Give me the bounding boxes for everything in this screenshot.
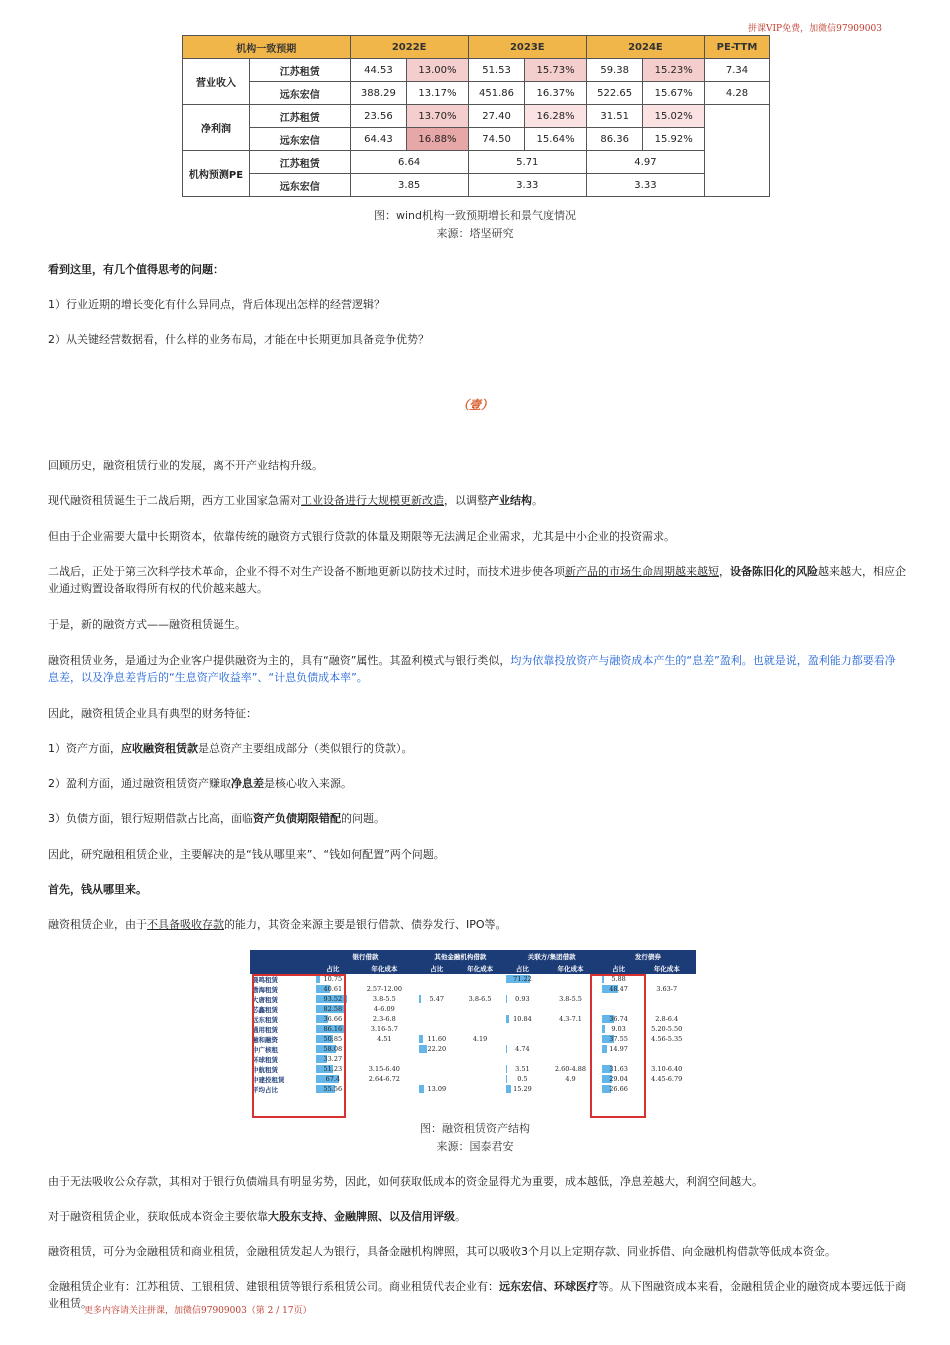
sub-header: 占比 <box>504 962 542 974</box>
table-cell: 2.57-12.00 <box>366 985 402 993</box>
table-cell <box>504 1004 542 1014</box>
company-name: 中航租赁 <box>252 1065 278 1074</box>
paragraph: 回顾历史，融资租赁行业的发展，离不开产业结构升级。 <box>48 459 323 472</box>
table-cell: 15.73% <box>525 59 587 82</box>
paragraph: 融资租赁业务，是通过为企业客户提供融资为主的，具有“融资”属性。其盈利模式与银行类似，均为依靠投放资产与融资成本产生的“息差”盈利。也就是说，盈利能力都要看净息差，以及净息差背后的“生息资产收益率”、“计息负债成本率”。 <box>48 654 896 684</box>
table-cell: 6.64 <box>350 151 468 174</box>
row-label: 营业收入 <box>183 59 250 105</box>
company-name: 远东租赁 <box>252 1015 278 1024</box>
table-cell: 3.63-7 <box>656 985 678 993</box>
share-value: 31.63 <box>609 1065 628 1073</box>
table-cell <box>504 984 542 994</box>
table-cell: 44.53 <box>350 59 407 82</box>
table-cell <box>637 1004 696 1014</box>
table-cell <box>457 1024 504 1034</box>
share-value: 86.16 <box>323 1025 343 1033</box>
table-cell <box>637 974 696 984</box>
table-cell <box>504 1024 542 1034</box>
paragraph: 融资租赁企业，由于不具备吸收存款的能力，其资金来源主要是银行借款、债券发行、IPO等。 <box>48 918 507 931</box>
table-cell: 74.50 <box>468 128 525 151</box>
company-name: 江苏租赁 <box>250 59 351 82</box>
group-header: 关联方/集团借款 <box>504 950 600 962</box>
share-value: 5.88 <box>611 975 626 983</box>
table-cell: 3.16-5.7 <box>370 1025 398 1033</box>
share-value: 5.47 <box>429 995 445 1003</box>
share-value: 26.66 <box>609 1085 628 1093</box>
table-cell <box>417 1064 457 1074</box>
table-cell: 3.8-5.5 <box>372 995 396 1003</box>
table-cell <box>417 994 457 1004</box>
share-bar-fill <box>506 1045 508 1053</box>
paragraph: 首先，钱从哪里来。 <box>48 883 147 896</box>
sub-header: 占比 <box>600 962 638 974</box>
table-cell: 64.43 <box>350 128 407 151</box>
table-cell <box>504 1084 542 1094</box>
share-bar <box>419 1085 455 1093</box>
paragraph: 但由于企业需要大量中长期资本，依靠传统的融资方式银行贷款的体量及期限等无法满足企业需求，尤其是中小企业的投资需求。 <box>48 530 675 543</box>
paragraph: 对于融资租赁企业，获取低成本资金主要依靠大股东支持、金融牌照、以及信用评级。 <box>48 1210 466 1223</box>
share-bar-fill <box>419 1085 424 1093</box>
table-cell: 15.02% <box>643 105 705 128</box>
table-cell: 15.92% <box>643 128 705 151</box>
table-cell <box>352 1044 417 1054</box>
sub-header: 年化成本 <box>352 962 417 974</box>
table-cell <box>457 1044 504 1054</box>
share-value: 93.52 <box>323 995 343 1003</box>
share-bar-fill <box>419 995 421 1003</box>
question-title: 看到这里，有几个值得思考的问题： <box>48 263 224 276</box>
share-value: 10.75 <box>323 975 343 983</box>
table-cell: 15.67% <box>643 82 705 105</box>
share-value: 36.74 <box>609 1015 628 1023</box>
company-name: 通用租赁 <box>252 1025 278 1034</box>
highlight-box <box>252 974 346 1118</box>
table-cell: 16.28% <box>525 105 587 128</box>
table-cell <box>504 1054 542 1064</box>
table-cell: 3.15-6.40 <box>368 1065 400 1073</box>
share-value: 36.66 <box>323 1015 343 1023</box>
table-cell: 13.70% <box>407 105 469 128</box>
table-cell <box>637 1044 696 1054</box>
table-cell <box>637 1084 696 1094</box>
table-cell: 27.40 <box>468 105 525 128</box>
share-value: 14.97 <box>609 1045 628 1053</box>
share-bar <box>506 1085 540 1093</box>
paragraph: 由于无法吸收公众存款，其相对于银行负债端具有明显劣势，因此，如何获取低成本的资金显得尤为重要，成本越低，净息差越大，利润空间越大。 <box>48 1175 763 1188</box>
table-cell <box>352 1054 417 1064</box>
share-value: 4.74 <box>515 1045 530 1053</box>
table-cell: 3.33 <box>468 174 586 197</box>
company-name: 中广核租 <box>252 1045 278 1054</box>
table-cell: 4.28 <box>705 82 770 105</box>
table-cell: 2.3-6.8 <box>372 1015 396 1023</box>
table-cell: 4.45-6.79 <box>651 1075 683 1083</box>
company-name: 远东宏信 <box>250 174 351 197</box>
table-cell: 5.71 <box>468 151 586 174</box>
share-value: 11.60 <box>427 1035 447 1043</box>
table-header: 2024E <box>586 36 704 59</box>
table-cell: 15.23% <box>643 59 705 82</box>
share-value: 29.04 <box>609 1075 628 1083</box>
company-name: 江苏租赁 <box>250 105 351 128</box>
table-cell <box>417 1084 457 1094</box>
figure-source: 来源：塔坚研究 <box>436 227 514 240</box>
table-cell: 3.85 <box>350 174 468 197</box>
table-cell: 3.8-6.5 <box>468 995 492 1003</box>
table-cell <box>417 1074 457 1084</box>
company-name: 渤海租赁 <box>252 985 278 994</box>
row-label: 机构预测PE <box>183 151 250 197</box>
company-name: 大唐租赁 <box>252 995 278 1004</box>
table-cell: 59.38 <box>586 59 643 82</box>
table-cell <box>504 974 542 984</box>
paragraph: 2）盈利方面，通过融资租赁资产赚取净息差是核心收入来源。 <box>48 777 352 790</box>
table-cell <box>457 1074 504 1084</box>
share-bar-fill <box>506 1015 510 1023</box>
share-value: 58.08 <box>323 1045 343 1053</box>
table-cell <box>417 974 457 984</box>
figure-caption: 图：融资租赁资产结构 <box>420 1122 530 1135</box>
table-cell <box>504 1044 542 1054</box>
company-name: 远东宏信 <box>250 128 351 151</box>
consensus-table <box>182 35 770 197</box>
share-bar-fill <box>419 1045 427 1053</box>
table-cell <box>504 1064 542 1074</box>
share-bar-fill <box>506 1065 507 1073</box>
company-name: 平均占比 <box>252 1085 278 1094</box>
figure-source: 来源：国泰君安 <box>436 1140 514 1153</box>
share-bar-fill <box>506 1085 511 1093</box>
paragraph: 二战后，正处于第三次科学技术革命，企业不得不对生产设备不断地更新以防技术过时，而技术进步使各项新产品的市场生命周期越来越短，设备陈旧化的风险越来越大，相应企业通过购置设备取得所有权的代价越来越大。 <box>48 565 906 595</box>
share-value: 48.47 <box>609 985 628 993</box>
company-name: 晨鸣租赁 <box>252 975 278 984</box>
company-name: 环球租赁 <box>252 1055 278 1064</box>
table-header: PE-TTM <box>705 36 770 59</box>
table-cell: 522.65 <box>586 82 643 105</box>
share-value: 50.85 <box>323 1035 343 1043</box>
share-value: 9.03 <box>611 1025 626 1033</box>
table-cell: 2.60-4.88 <box>554 1065 587 1073</box>
sub-header: 年化成本 <box>457 962 504 974</box>
table-cell <box>457 984 504 994</box>
table-cell: 451.86 <box>468 82 525 105</box>
company-name: 融和融资 <box>252 1035 278 1044</box>
table-cell <box>457 1084 504 1094</box>
share-value: 40.61 <box>323 985 343 993</box>
table-cell: 3.10-6.40 <box>651 1065 683 1073</box>
table-cell: 3.33 <box>586 174 704 197</box>
share-value: 0.93 <box>515 995 530 1003</box>
table-cell: 16.88% <box>407 128 469 151</box>
sub-header: 占比 <box>417 962 457 974</box>
table-cell: 2.64-6.72 <box>368 1075 400 1083</box>
question-2: 2）从关键经营数据看，什么样的业务布局，才能在中长期更加具备竞争优势？ <box>48 333 429 346</box>
table-cell: 2.8-6.4 <box>655 1015 679 1023</box>
table-cell <box>457 974 504 984</box>
header-note: 拼课VIP免费，加微信97909003 <box>748 24 882 34</box>
table-cell <box>457 1004 504 1014</box>
share-bar <box>506 1045 540 1053</box>
section-title: （壹） <box>456 398 493 412</box>
table-header: 2022E <box>350 36 468 59</box>
table-cell: 4.9 <box>565 1075 576 1083</box>
table-cell <box>417 1024 457 1034</box>
table-cell: 3.8-5.5 <box>559 995 582 1003</box>
sub-header: 年化成本 <box>541 962 600 974</box>
company-name: 远东宏信 <box>250 82 351 105</box>
table-cell <box>352 974 417 984</box>
table-cell: 16.37% <box>525 82 587 105</box>
table-cell: 4.3-7.1 <box>559 1015 582 1023</box>
table-cell <box>705 105 770 197</box>
share-value: 67.4 <box>325 1075 341 1083</box>
paragraph: 于是，新的融资方式——融资租赁诞生。 <box>48 618 246 631</box>
table-cell: 15.64% <box>525 128 587 151</box>
table-cell: 13.00% <box>407 59 469 82</box>
share-value: 82.58 <box>323 1005 343 1013</box>
table-cell <box>504 1014 542 1024</box>
table-cell: 388.29 <box>350 82 407 105</box>
share-value: 3.51 <box>515 1065 530 1073</box>
table-cell <box>504 1034 542 1044</box>
table-cell: 13.17% <box>407 82 469 105</box>
funding-table-figure <box>250 950 696 1116</box>
paragraph: 金融租赁企业有：江苏租赁、工银租赁、建银租赁等银行系租赁公司。商业租赁代表企业有：远东宏信、环球医疗等。从下图融资成本来看，金融租赁企业的融资成本要远低于商业租赁。 <box>48 1280 906 1310</box>
table-cell: 4.97 <box>586 151 704 174</box>
table-cell: 5.20-5.50 <box>651 1025 683 1033</box>
table-header: 机构一致预期 <box>183 36 351 59</box>
share-value: 55.56 <box>323 1085 343 1093</box>
table-cell: 4-6.09 <box>373 1005 395 1013</box>
table-cell <box>504 994 542 1004</box>
table-cell <box>457 1014 504 1024</box>
table-cell <box>504 1074 542 1084</box>
table-cell <box>457 1054 504 1064</box>
table-cell: 4.19 <box>472 1035 488 1043</box>
table-cell <box>417 1014 457 1024</box>
share-value: 0.5 <box>517 1075 528 1083</box>
table-cell <box>637 1054 696 1064</box>
paragraph: 因此，研究融租租赁企业，主要解决的是“钱从哪里来”、“钱如何配置”两个问题。 <box>48 848 445 861</box>
share-value: 71.22 <box>513 975 532 983</box>
table-header: 2023E <box>468 36 586 59</box>
table-cell: 51.53 <box>468 59 525 82</box>
footer-note: 更多内容请关注拼课，加微信97909003（第 2 / 17页） <box>84 1306 312 1316</box>
table-cell: 4.51 <box>377 1035 392 1043</box>
table-cell: 31.51 <box>586 105 643 128</box>
table-cell <box>417 1034 457 1044</box>
company-name: 江苏租赁 <box>250 151 351 174</box>
paragraph: 1）资产方面，应收融资租赁款是总资产主要组成部分（类似银行的贷款）。 <box>48 742 413 755</box>
share-value: 15.29 <box>513 1085 532 1093</box>
share-bar-fill <box>419 1035 423 1043</box>
table-cell: 4.56-5.35 <box>651 1035 683 1043</box>
share-bar <box>419 1035 455 1043</box>
paragraph: 融资租赁，可分为金融租赁和商业租赁，金融租赁发起人为银行，具备金融机构牌照，其可以吸收3个月以上定期存款、同业拆借、向金融机构借款等低成本资金。 <box>48 1245 836 1258</box>
table-cell <box>417 1054 457 1064</box>
paragraph: 现代融资租赁诞生于二战后期，西方工业国家急需对工业设备进行大规模更新改造，以调整产业结构。 <box>48 494 543 507</box>
share-value: 37.55 <box>609 1035 628 1043</box>
paragraph: 3）负债方面，银行短期借款占比高，面临资产负债期限错配的问题。 <box>48 812 385 825</box>
share-value: 13.09 <box>427 1085 447 1093</box>
share-bar <box>419 995 455 1003</box>
company-name: 中建投租赁 <box>252 1075 285 1084</box>
group-header: 发行债券 <box>600 950 696 962</box>
group-header: 其他金融机构借款 <box>417 950 504 962</box>
table-cell: 23.56 <box>350 105 407 128</box>
share-bar <box>506 975 540 983</box>
share-bar <box>506 1065 540 1073</box>
share-value: 22.20 <box>427 1045 447 1053</box>
share-bar <box>506 995 540 1003</box>
table-cell <box>352 1084 417 1094</box>
table-cell: 86.36 <box>586 128 643 151</box>
table-cell <box>417 984 457 994</box>
share-bar <box>506 1075 540 1083</box>
share-value: 10.84 <box>513 1015 532 1023</box>
row-label: 净利润 <box>183 105 250 151</box>
sub-header: 年化成本 <box>637 962 696 974</box>
table-cell <box>417 1044 457 1054</box>
table-cell <box>457 1064 504 1074</box>
figure-caption: 图：wind机构一致预期增长和景气度情况 <box>373 209 576 222</box>
sub-header: 占比 <box>314 962 352 974</box>
share-bar <box>506 1015 540 1023</box>
share-bar <box>419 1045 455 1053</box>
question-1: 1）行业近期的增长变化有什么异同点，背后体现出怎样的经营逻辑？ <box>48 298 385 311</box>
highlight-box <box>590 974 646 1118</box>
company-name: 芯鑫租赁 <box>252 1005 278 1014</box>
group-header: 银行借款 <box>314 950 417 962</box>
share-value: 33.27 <box>323 1055 343 1063</box>
table-cell: 7.34 <box>705 59 770 82</box>
table-cell <box>637 994 696 1004</box>
share-value: 51.23 <box>323 1065 343 1073</box>
paragraph: 因此，融资租赁企业具有典型的财务特征： <box>48 707 257 720</box>
table-cell <box>417 1004 457 1014</box>
